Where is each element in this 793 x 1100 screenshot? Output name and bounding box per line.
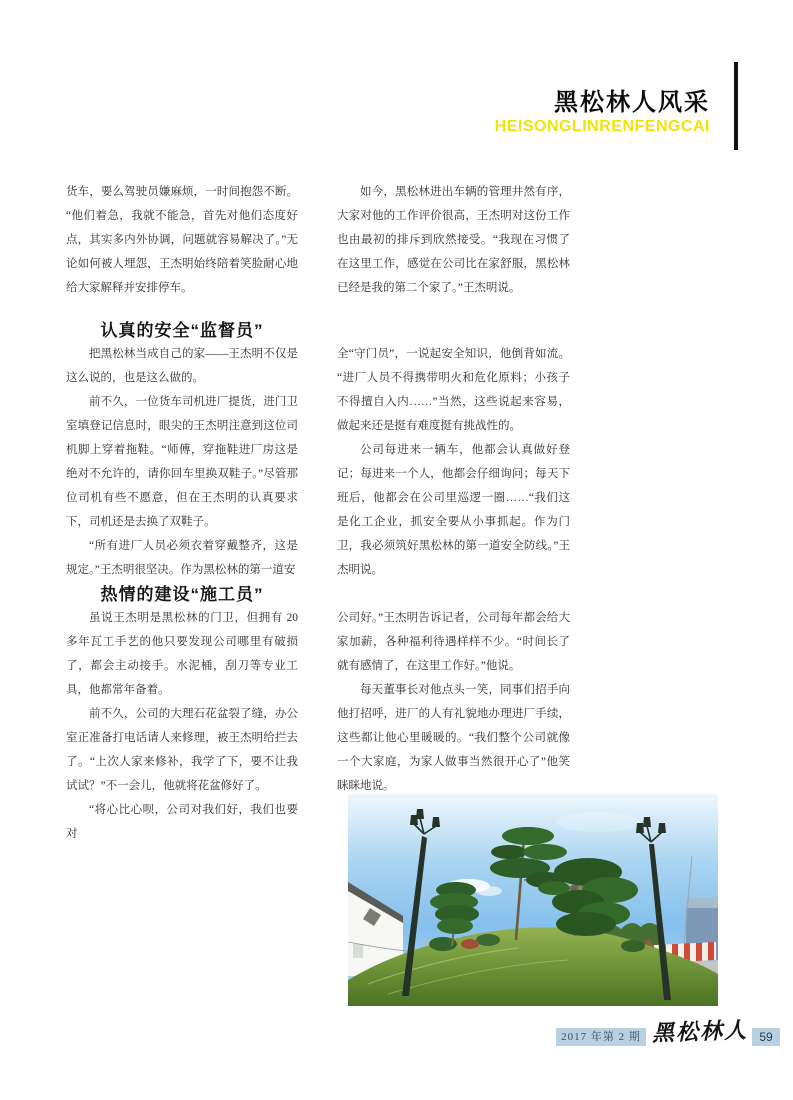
- right-column-section-2: [337, 606, 570, 798]
- issue-badge: 2017 年第 2 期: [556, 1028, 646, 1046]
- header-vertical-rule: [734, 62, 738, 150]
- paragraph: 前不久，公司的大理石花盆裂了缝，办公室正准备打电话请人来修理，被王杰明给拦去了。“上次人家来修补，我学了下，要不让我试试？”不一会儿，他就将花盆修好了。: [66, 708, 298, 792]
- paragraph: “将心比心呗，公司对我们好，我们也要对: [66, 804, 298, 840]
- photo-illustration: [348, 794, 718, 1006]
- paragraph: 前不久，一位货车司机进厂提货，进门卫室填登记信息时，眼尖的王杰明注意到这位司机脚上穿着拖鞋。“师傅，穿拖鞋进厂房这是绝对不允许的，请你回车里换双鞋子。”尽管那位司机有些不愿意，但在王杰明的认真要求下，司机还是去换了双鞋子。: [66, 396, 298, 528]
- paragraph: 全“守门员”，一说起安全知识，他倒背如流。“进厂人员不得携带明火和危化原料；小孩子不得擅自入内……”当然，这些说起来容易，做起来还是挺有难度挺有挑战性的。: [337, 348, 570, 432]
- right-column-section-1: [337, 342, 570, 582]
- left-column-section-2: [66, 606, 298, 846]
- page-title: 黑松林人风采: [554, 89, 710, 116]
- paragraph: 虽说王杰明是黑松林的门卫，但拥有 20 多年瓦工手艺的他只要发现公司哪里有破损了，都会主动接手。水泥桶，刮刀等专业工具，他都常年备着。: [66, 612, 298, 696]
- left-column-section-1: [66, 342, 298, 582]
- right-column-intro: [337, 180, 570, 300]
- page-title-pinyin: HEISONGLINRENFENGCAI: [494, 118, 710, 135]
- paragraph: 公司每进来一辆车，他都会认真做好登记；每进来一个人，他都会仔细询问；每天下班后，他都会在公司里巡逻一圈……“我们这是化工企业，抓安全要从小事抓起。作为门卫，我必须筑好黑松林的第一道安全防线。”王杰明说。: [337, 444, 570, 576]
- paragraph: 把黑松林当成自己的家——王杰明不仅是这么说的，也是这么做的。: [66, 348, 298, 384]
- magazine-logo-calligraphy: 黑松林人: [651, 1017, 749, 1046]
- paragraph: 如今，黑松林进出车辆的管理井然有序，大家对他的工作评价很高，王杰明对这份工作也由最初的排斥到欣然接受。“我现在习惯了在这里工作，感觉在公司比在家舒服，黑松林已经是我的第二个家了。”王杰明说。: [337, 186, 570, 294]
- left-column-intro: [66, 180, 298, 300]
- paragraph: “所有进厂人员必须衣着穿戴整齐，这是规定。”王杰明很坚决。作为黑松林的第一道安: [66, 540, 298, 576]
- paragraph: 货车，要么驾驶员嫌麻烦，一时间抱怨不断。“他们着急，我就不能急，首先对他们态度好点，其实多内外协调，问题就容易解决了。”无论如何被人埋怨，王杰明始终陪着笑脸耐心地给大家解释并安排停车。: [66, 186, 298, 294]
- landscape-photo: [348, 794, 718, 1006]
- paragraph: 每天董事长对他点头一笑，同事们招手向他打招呼，进厂的人有礼貌地办理进厂手续，这些都让他心里暖暖的。“我们整个公司就像一个大家庭，为家人做事当然很开心了”他笑眯眯地说。: [337, 684, 570, 792]
- page-number-badge: 59: [752, 1028, 780, 1046]
- section-heading-safety: 认真的安全“监督员”: [100, 321, 264, 340]
- section-heading-construction: 热情的建设“施工员”: [100, 585, 264, 604]
- paragraph: 公司好。”王杰明告诉记者，公司每年都会给大家加薪，各种福利待遇样样不少。“时间长了就有感情了，在这里工作好。”他说。: [337, 612, 570, 672]
